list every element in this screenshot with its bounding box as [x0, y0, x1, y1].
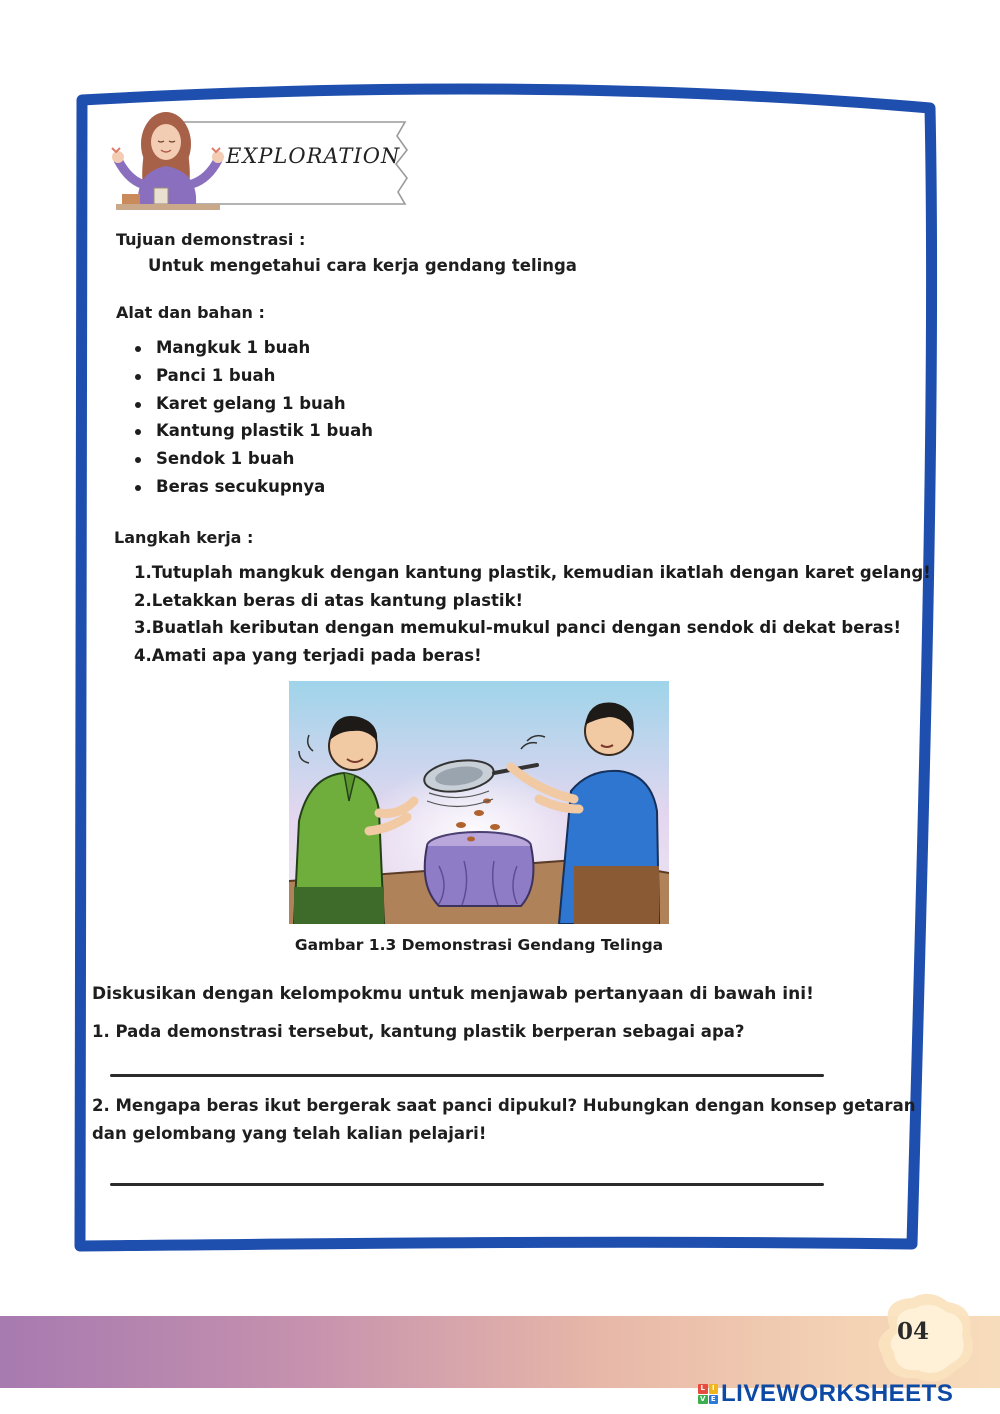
- header-title: EXPLORATION: [226, 144, 401, 168]
- liveworksheets-brand[interactable]: [698, 1381, 953, 1407]
- step-item: 3.Buatlah keributan dengan memukul-mukul panci dengan sendok di dekat beras!: [134, 618, 902, 638]
- discussion-instruction: Diskusikan dengan kelompokmu untuk menjawab pertanyaan di bawah ini!: [92, 984, 814, 1004]
- steps-list: [134, 559, 931, 670]
- materials-list: [133, 334, 373, 501]
- material-item: Beras secukupnya: [133, 473, 373, 501]
- question-1: 1. Pada demonstrasi tersebut, kantung plastik berperan sebagai apa?: [92, 1022, 745, 1041]
- step-item: 4.Amati apa yang terjadi pada beras!: [134, 646, 482, 666]
- liveworksheets-logo-icon: L I V E: [698, 1384, 718, 1404]
- material-item: Mangkuk 1 buah: [133, 334, 373, 362]
- figure-caption: Gambar 1.3 Demonstrasi Gendang Telinga: [294, 936, 664, 954]
- question-2-line-2: dan gelombang yang telah kalian pelajari!: [92, 1124, 487, 1143]
- steps-label: Langkah kerja :: [114, 528, 254, 547]
- materials-label: Alat dan bahan :: [116, 303, 265, 322]
- exploration-header: [108, 104, 418, 219]
- material-item: Panci 1 buah: [133, 362, 373, 390]
- material-item: Karet gelang 1 buah: [133, 390, 373, 418]
- page-number: 04: [896, 1318, 929, 1345]
- question-2-line-1: 2. Mengapa beras ikut bergerak saat panci dipukul? Hubungkan dengan konsep getaran: [92, 1096, 916, 1115]
- step-item: 2.Letakkan beras di atas kantung plastik!: [134, 590, 524, 610]
- demonstration-illustration: [289, 681, 669, 924]
- footer-band: [0, 1316, 1000, 1388]
- material-item: Kantung plastik 1 buah: [133, 417, 373, 445]
- purpose-text: Untuk mengetahui cara kerja gendang telinga: [148, 256, 577, 275]
- step-item: 1.Tutuplah mangkuk dengan kantung plastik, kemudian ikatlah dengan karet gelang!: [134, 563, 931, 582]
- purpose-label: Tujuan demonstrasi :: [116, 230, 306, 249]
- answer-line-1[interactable]: [110, 1074, 824, 1077]
- brand-text: LIVEWORKSHEETS: [721, 1380, 954, 1407]
- material-item: Sendok 1 buah: [133, 445, 373, 473]
- answer-line-2[interactable]: [110, 1183, 824, 1186]
